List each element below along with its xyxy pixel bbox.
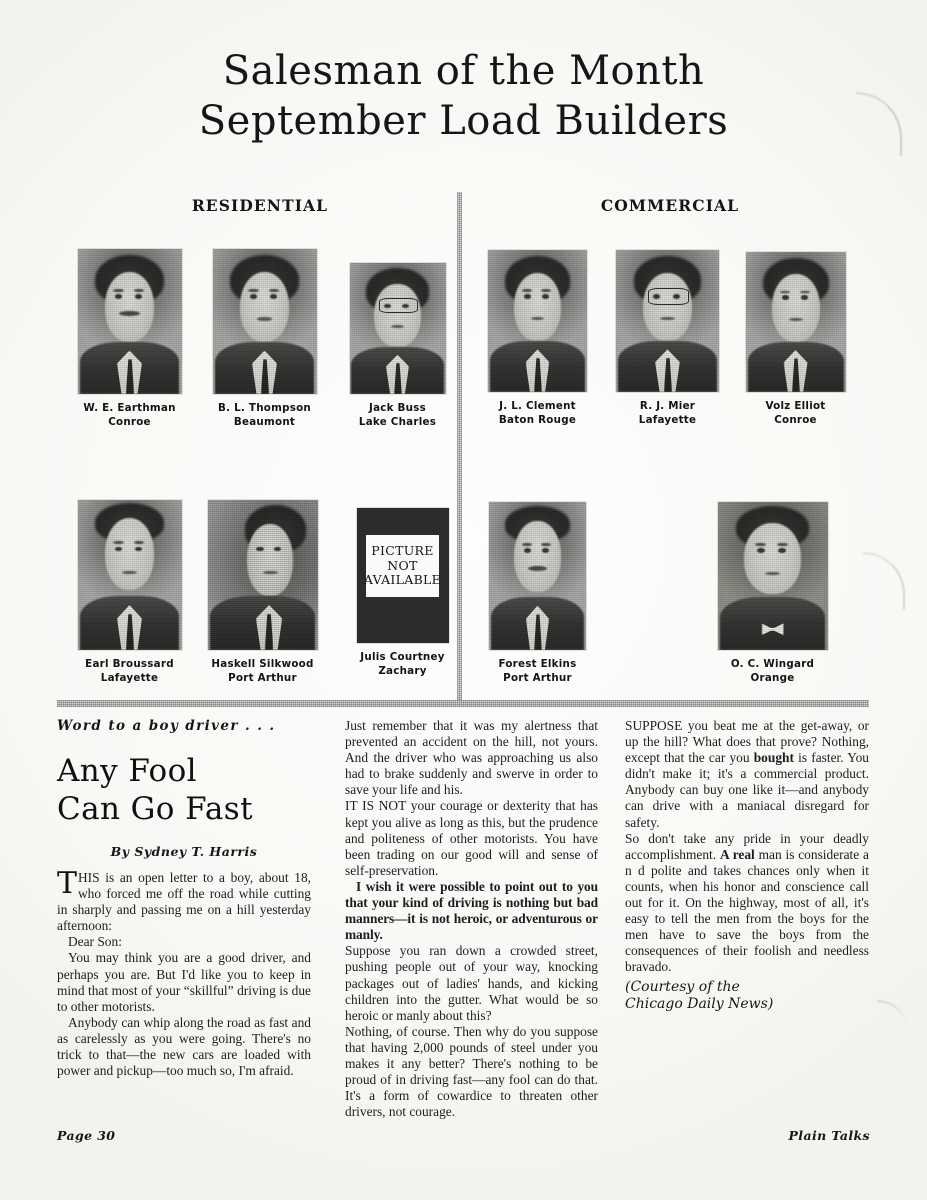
portrait-photo (213, 249, 317, 394)
portrait-photo (78, 500, 182, 650)
photo-cell (723, 252, 868, 427)
article-courtesy (625, 979, 869, 1013)
salesman-city: Orange (750, 672, 795, 685)
paragraph: Just remember that it was my alertness that prevented an accident on the hill, not yours. And the driver who was approaching us also had to brake suddenly and swerve in order to save your life and his. (345, 718, 598, 798)
salesman-city: Lafayette (638, 414, 697, 427)
article-kicker: Word to a boy driver . . . (57, 718, 276, 734)
page-number: Page 30 (57, 1128, 116, 1143)
paragraph: Dear Son: (68, 934, 122, 950)
salesman-city: Conroe (108, 416, 151, 429)
paragraph (625, 831, 869, 976)
photo-caption (330, 650, 475, 678)
scan-curl-artifact-bottom (877, 1000, 907, 1036)
salesman-city: Conroe (774, 414, 817, 427)
paragraph: You may think you are a good driver, and perhaps you are. But I'd like you to keep in mind that most of your “skillful” driving is due to other motorists. (57, 950, 311, 1014)
headline-line-1: Any Fool (57, 753, 197, 789)
photo-cell (595, 250, 740, 427)
headline-line-2: Can Go Fast (57, 791, 253, 827)
photo-cell (57, 500, 202, 685)
picture-not-available-placeholder (357, 508, 449, 643)
paragraph-text-b: man is considerate a n d polite and takes chances only when it counts, when his honor and conscience call out for it. On the highway, most of all, it's easy to tell the men from the boys for the men have to save the boys from the consequences of their foolish and needless bravado. (625, 846, 869, 975)
horizontal-divider-rule (57, 700, 869, 707)
photo-caption (325, 401, 470, 429)
paragraph (57, 866, 311, 934)
salesman-name: Earl Broussard (85, 658, 174, 670)
salesman-name: W. E. Earthman (83, 402, 176, 414)
page-title (0, 46, 927, 146)
paragraph-text-a: So don't take any pride in your deadly accomplishment. (625, 830, 869, 862)
photo-caption (465, 657, 610, 685)
photo-caption (723, 399, 868, 427)
photo-caption (57, 657, 202, 685)
article-column-2 (345, 718, 598, 1120)
emphasis-a: A (719, 846, 733, 862)
photo-cell (465, 502, 610, 685)
section-heading-commercial: COMMERCIAL (600, 196, 740, 215)
photo-cell (700, 502, 845, 685)
portrait-photo (350, 263, 446, 394)
drop-cap: T (57, 866, 78, 901)
paragraph-text: HIS is an open letter to a boy, about 18, who forced me off the road while cutting in sharply and passing me on a hill yesterday afternoon: (57, 870, 311, 934)
salesman-city: Zachary (378, 665, 427, 678)
page-footer (57, 1128, 870, 1143)
portrait-photo (718, 502, 828, 650)
salesman-city: Beaumont (233, 416, 296, 429)
article-column-3 (625, 718, 869, 1013)
portrait-photo (208, 500, 318, 650)
courtesy-line-2: Chicago Daily News) (625, 995, 774, 1012)
salesman-name: Forest Elkins (498, 658, 577, 670)
salesman-city: Lafayette (100, 672, 159, 685)
photo-caption (57, 401, 202, 429)
photo-cell (57, 249, 202, 429)
paragraph (625, 718, 869, 831)
masthead-line-1: Salesman of the Month (222, 48, 705, 94)
salesman-city: Baton Rouge (498, 414, 577, 427)
salesman-name: Julis Courtney (360, 651, 445, 663)
photo-cell (190, 500, 335, 685)
salesman-city: Lake Charles (358, 416, 437, 429)
article-body-2 (345, 718, 598, 1120)
photo-cell (192, 249, 337, 429)
portrait-photo (489, 502, 586, 650)
salesman-name: R. J. Mier (639, 400, 696, 412)
photo-cell (330, 508, 475, 678)
paragraph: IT IS NOT your courage or dexterity that has kept you alive as long as this, but the prudence and politeness of other motorists. You have been trading on our good will and sense of self-preservation. (345, 798, 598, 878)
photo-cell (325, 263, 470, 429)
paragraph: Anybody can whip along the road as fast and as carelessly as you were going. There's no trick to that—the new cars are loaded with power and pickup—too much so, I'm afraid. (57, 1014, 311, 1079)
photo-caption (192, 401, 337, 429)
portrait-photo (616, 250, 719, 392)
masthead-line-2: September Load Builders (198, 98, 729, 144)
placeholder-line-3: AVAILABLE (363, 572, 442, 588)
photo-caption (465, 399, 610, 427)
salesman-name: Jack Buss (368, 402, 426, 414)
article-byline: By Sydney T. Harris (110, 844, 258, 859)
photo-caption (595, 399, 740, 427)
salesman-city: Port Arthur (503, 672, 572, 685)
paragraph: Suppose you ran down a crowded street, pushing people out of your way, knocking packages out of ladies' hands, and kicking children into the gutter. What would be so heroic or manly about this? (345, 943, 598, 1023)
photo-caption (190, 657, 335, 685)
article-body-3 (625, 718, 869, 1013)
salesman-name: J. L. Clement (499, 400, 576, 412)
salesman-city: Port Arthur (228, 672, 297, 685)
placeholder-line-2: NOT (387, 557, 418, 573)
salesman-name: O. C. Wingard (730, 658, 815, 670)
portrait-photo (746, 252, 846, 392)
article-headline (57, 752, 311, 828)
article-column-1 (57, 718, 311, 1079)
portrait-photo (78, 249, 182, 394)
paragraph-text-b: is faster. You didn't make it; it's a commercial product. Anybody can buy one like it—and anybody can drive with a maniacal disregard for safety. (625, 750, 869, 830)
placeholder-line-1: PICTURE (371, 543, 434, 559)
emphasis-bought: bought (753, 750, 794, 766)
section-heading-residential: RESIDENTIAL (191, 196, 329, 215)
photo-cell (465, 250, 610, 427)
scan-curl-artifact-middle (863, 552, 905, 610)
courtesy-line-1: (Courtesy of the (625, 978, 740, 995)
portrait-photo (488, 250, 587, 392)
emphasis-real: real (732, 846, 755, 862)
salesman-name: Haskell Silkwood (211, 658, 314, 670)
paragraph: Nothing, of course. Then why do you suppose that having 2,000 pounds of steel under you makes it any better? There's nothing to be proud of in driving fast—any fool can do that. It's a form of cowardice to threaten other drivers, not courage. (345, 1023, 598, 1120)
publication-name: Plain Talks (788, 1128, 870, 1143)
paragraph-emphasized: I wish it were possible to point out to you that your kind of driving is nothing but bad manners—it is not heroic, or adventurous or manly. (345, 878, 598, 943)
placeholder-plate (363, 535, 442, 597)
paragraph-text-a: SUPPOSE you beat me at the get-away, or up the hill? What does that prove? Nothing, except that the car you (625, 718, 869, 766)
article-body-1 (57, 866, 311, 1079)
salesman-name: B. L. Thompson (218, 402, 311, 414)
salesman-name: Volz Elliot (765, 400, 826, 412)
photo-caption (700, 657, 845, 685)
